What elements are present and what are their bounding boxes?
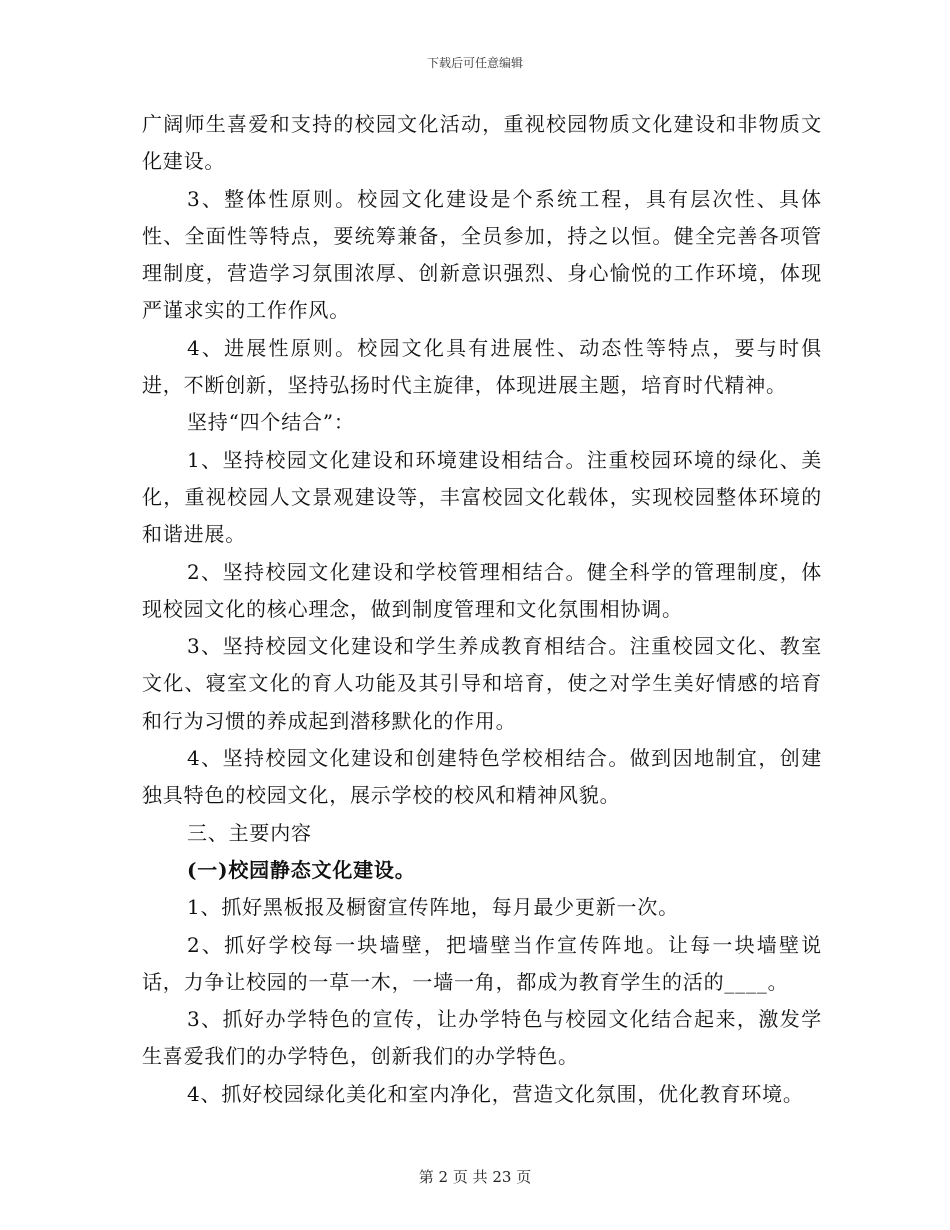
paragraph-11: 1、抓好黑板报及橱窗宣传阵地，每月最少更新一次。 (187, 895, 679, 920)
paragraph-7: 3、坚持校园文化建设和学生养成教育相结合。注重校园文化、教室文化、寝室文化的育人功能及其引导和培育，使之对学生美好情感的培育和行为习惯的养成起到潜移默化的作用。 (142, 634, 822, 733)
document-body (142, 106, 822, 1113)
paragraph-2: 3、整体性原则。校园文化建设是个系统工程，具有层次性、具体性、全面性等特点，要统筹兼备，全员参加，持之以恒。健全完善各项管理制度，营造学习氛围浓厚、创新意识强烈、身心愉悦的工作环境，体现严谨求实的工作作风。 (142, 186, 822, 323)
paragraph-13: 3、抓好办学特色的宣传，让办学特色与校园文化结合起来，激发学生喜爱我们的办学特色，创新我们的办学特色。 (142, 1007, 822, 1069)
page-header: 下载后可任意编辑 (426, 56, 523, 70)
paragraph-1: 广阔师生喜爱和支持的校园文化活动，重视校园物质文化建设和非物质文化建设。 (142, 112, 822, 174)
paragraph-3: 4、进展性原则。校园文化具有进展性、动态性等特点，要与时俱进，不断创新，坚持弘扬时代主旋律，体现进展主题，培育时代精神。 (142, 335, 822, 398)
paragraph-6: 2、坚持校园文化建设和学校管理相结合。健全科学的管理制度，体现校园文化的核心理念，做到制度管理和文化氛围相协调。 (142, 559, 822, 621)
paragraph-12: 2、抓好学校每一块墙壁，把墙壁当作宣传阵地。让每一块墙壁说话，力争让校园的一草一木，一墙一角，都成为教育学生的活的____。 (142, 932, 822, 994)
paragraph-14: 4、抓好校园绿化美化和室内净化，营造文化氛围，优化教育环境。 (187, 1081, 804, 1106)
section-heading: 三、主要内容 (187, 820, 312, 845)
page-footer: 第 2 页 共 23 页 (418, 1168, 532, 1186)
paragraph-5: 1、坚持校园文化建设和环境建设相结合。注重校园环境的绿化、美化，重视校园人文景观建设等，丰富校园文化载体，实现校园整体环境的和谐进展。 (142, 447, 822, 547)
subsection-heading: (一)校园静态文化建设。 (187, 857, 416, 882)
paragraph-4: 坚持“四个结合”： (187, 410, 355, 435)
paragraph-8: 4、坚持校园文化建设和创建特色学校相结合。做到因地制宜，创建独具特色的校园文化，展示学校的校风和精神风貌。 (142, 746, 822, 808)
